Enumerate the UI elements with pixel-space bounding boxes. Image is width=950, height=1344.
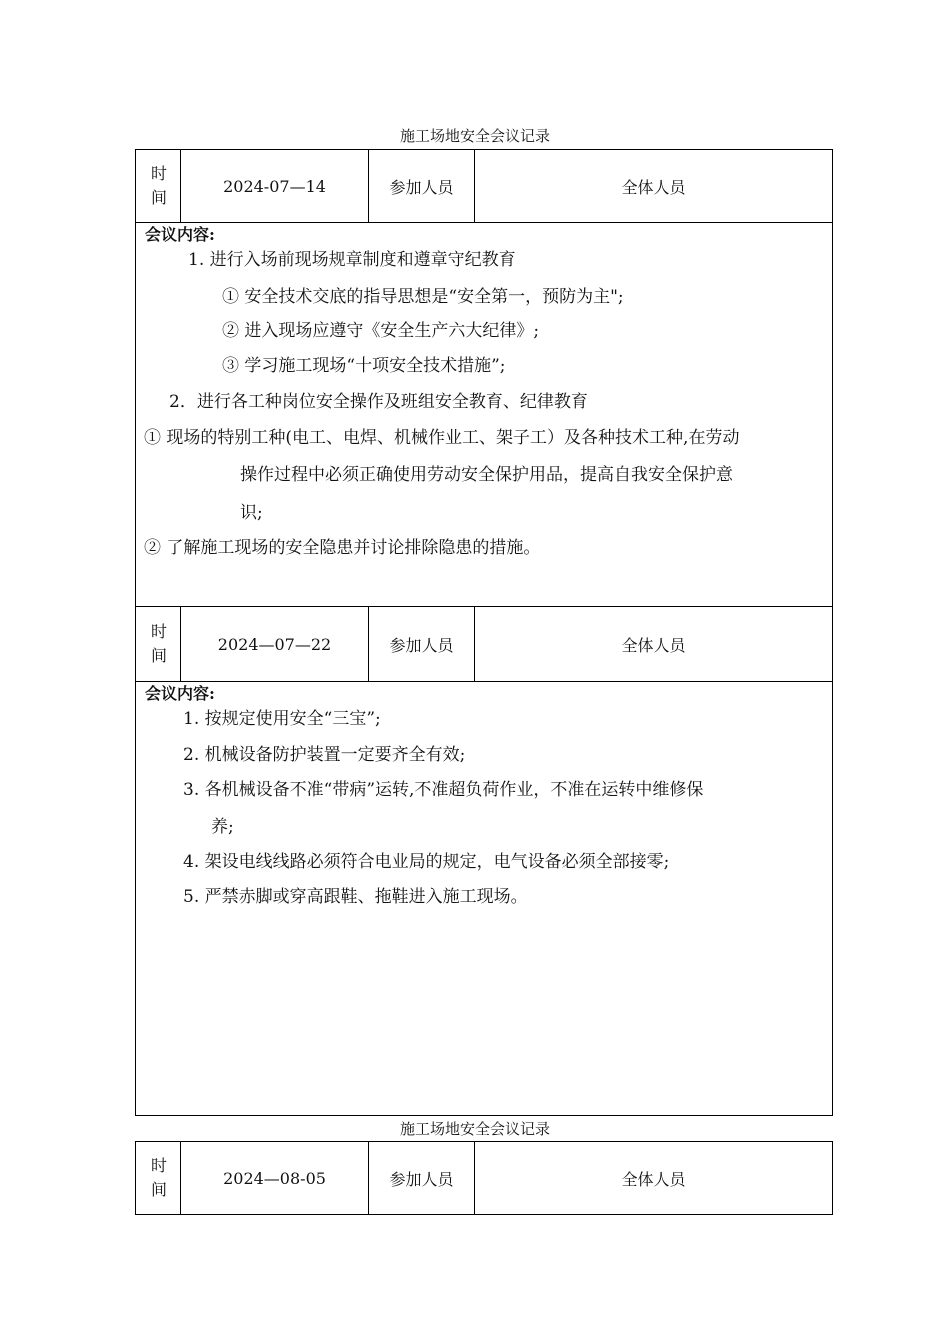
time-label-char-2: 间 (150, 1180, 167, 1199)
page-title: 施工场地安全会议记录 (399, 1120, 550, 1138)
participants-value-cell: 全体人员 (621, 1169, 686, 1189)
content-line: 养; (211, 817, 234, 837)
record-header-row (135, 149, 833, 223)
content-line: ② 进入现场应遵守《安全生产六大纪律》; (222, 321, 540, 341)
record-header-row (135, 1141, 833, 1215)
date-cell: 2024—08-05 (181, 1142, 369, 1214)
participants-value-cell: 全体人员 (621, 177, 686, 197)
content-line: 操作过程中必须正确使用劳动安全保护用品，提高自我安全保护意 (240, 465, 733, 485)
participants-label-cell: 参加人员 (369, 150, 475, 222)
content-heading: 会议内容: (145, 225, 215, 244)
time-label-cell (136, 150, 181, 222)
record-header-row (135, 606, 833, 682)
participants-value-cell: 全体人员 (621, 635, 686, 655)
content-heading: 会议内容: (145, 684, 215, 703)
time-label-char-2: 间 (150, 188, 167, 207)
content-line: 1. 按规定使用安全“三宝”; (183, 709, 381, 729)
content-line: ① 现场的特别工种(电工、电焊、机械作业工、架子工）及各种技术工种,在劳动 (144, 428, 740, 448)
page-title: 施工场地安全会议记录 (399, 127, 550, 145)
time-label-cell (136, 607, 181, 681)
time-label-char-1: 时 (150, 1156, 167, 1175)
time-label-cell (136, 1142, 181, 1214)
content-line: ③ 学习施工现场“十项安全技术措施”; (222, 356, 506, 376)
content-line: 3. 各机械设备不准“带病”运转,不准超负荷作业，不准在运转中维修保 (183, 780, 704, 800)
content-line: ② 了解施工现场的安全隐患并讨论排除隐患的措施。 (144, 538, 541, 558)
time-label-char-1: 时 (150, 164, 167, 183)
content-line: 2. 机械设备防护装置一定要齐全有效; (183, 745, 466, 765)
time-label-char-1: 时 (150, 622, 167, 641)
content-line: 5. 严禁赤脚或穿高跟鞋、拖鞋进入施工现场。 (183, 887, 528, 907)
content-line: 1. 进行入场前现场规章制度和遵章守纪教育 (188, 250, 516, 270)
date-cell: 2024—07—22 (181, 607, 369, 681)
content-line: 4. 架设电线线路必须符合电业局的规定，电气设备必须全部接零; (183, 852, 670, 872)
date-cell: 2024-07—14 (181, 150, 369, 222)
content-line: 2．进行各工种岗位安全操作及班组安全教育、纪律教育 (169, 392, 588, 412)
content-line: ① 安全技术交底的指导思想是“安全第一，预防为主"; (222, 287, 624, 307)
meeting-content-cell (135, 681, 833, 1116)
participants-label-cell: 参加人员 (369, 1142, 475, 1214)
content-line: 识; (240, 503, 263, 523)
participants-label-cell: 参加人员 (369, 607, 475, 681)
meeting-content-cell (135, 222, 833, 607)
time-label-char-2: 间 (150, 646, 167, 665)
